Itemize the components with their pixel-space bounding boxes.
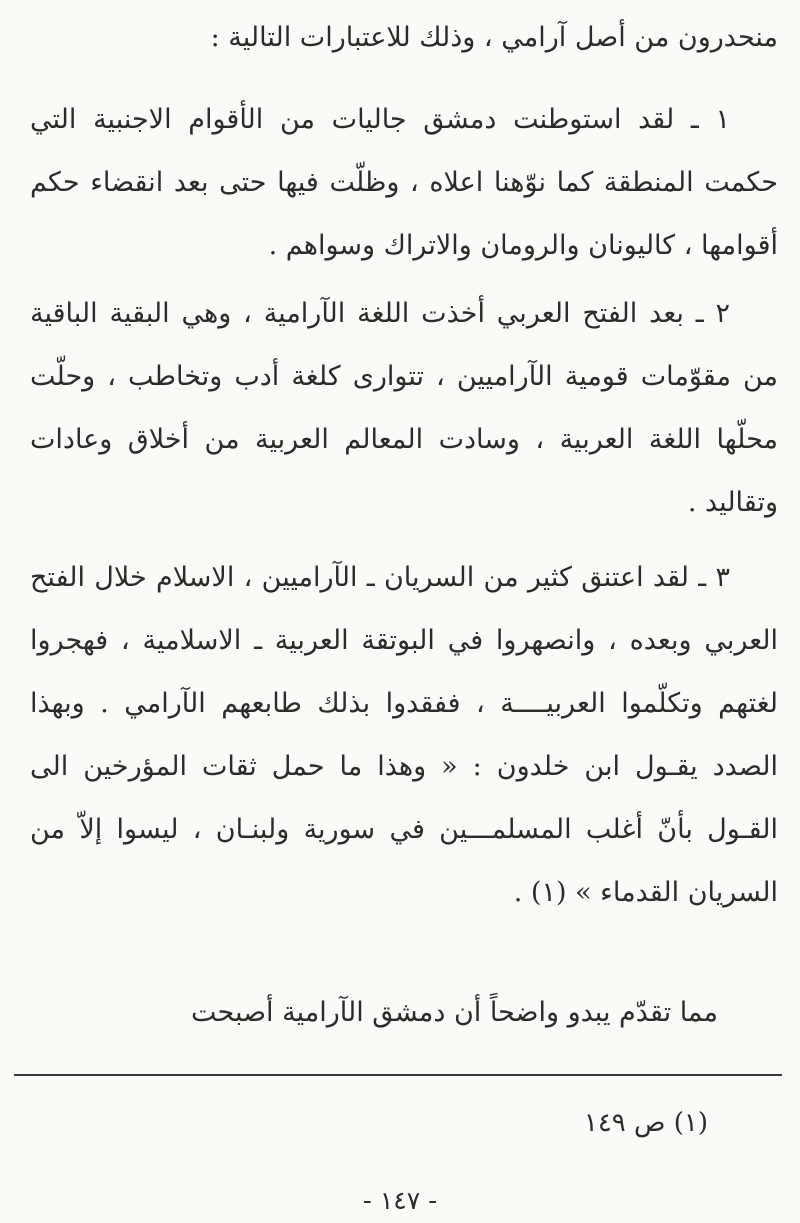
paragraph-3: ٣ ـ لقد اعتنق كثير من السريان ـ الآراميين ، الاسلام خلال الفتح العربي وبعده ، وانصهروا في البوتقة العربية ـ الاسلامية ، فهجروا لغتهم وتكلّموا العربيــــة ، ففقدوا بذلك طابعهم الآرامي . وبهذا الصدد يقـول ابن خلدون : « وهذا ما حمل ثقات المؤرخين الى القـول بأنّ أغلب المسلمـــين في سورية ولبنـان ، ليسوا إلاّ من السريان القدماء » (١) . <box>30 562 778 908</box>
intro-line: منحدرون من أصل آرامي ، وذلك للاعتبارات التالية : <box>210 22 778 53</box>
paragraph-1: ١ ـ لقد استوطنت دمشق جاليات من الأقوام الاجنبية التي حكمت المنطقة كما نوّهنا اعلاه ، وظلّت فيها حتى بعد انقضاء حكم أقوامها ، كاليونان والرومان والاتراك وسواهم . <box>30 104 778 261</box>
page-number: - ١٤٧ - <box>362 1186 438 1215</box>
footnote: (١) ص ١٤٩ <box>583 1108 708 1138</box>
footnote-divider <box>14 1074 782 1076</box>
paragraph-2: ٢ ـ بعد الفتح العربي أخذت اللغة الآرامية ، وهي البقية الباقية من مقوّمات قومية الآراميين ، تتوارى كلغة أدب وتخاطب ، وحلّت محلّها اللغة العربية ، وسادت المعالم العربية من أخلاق وعادات وتقاليد . <box>30 298 778 518</box>
closing-line: مما تقدّم يبدو واضحاً أن دمشق الآرامية أصبحت <box>191 997 718 1028</box>
